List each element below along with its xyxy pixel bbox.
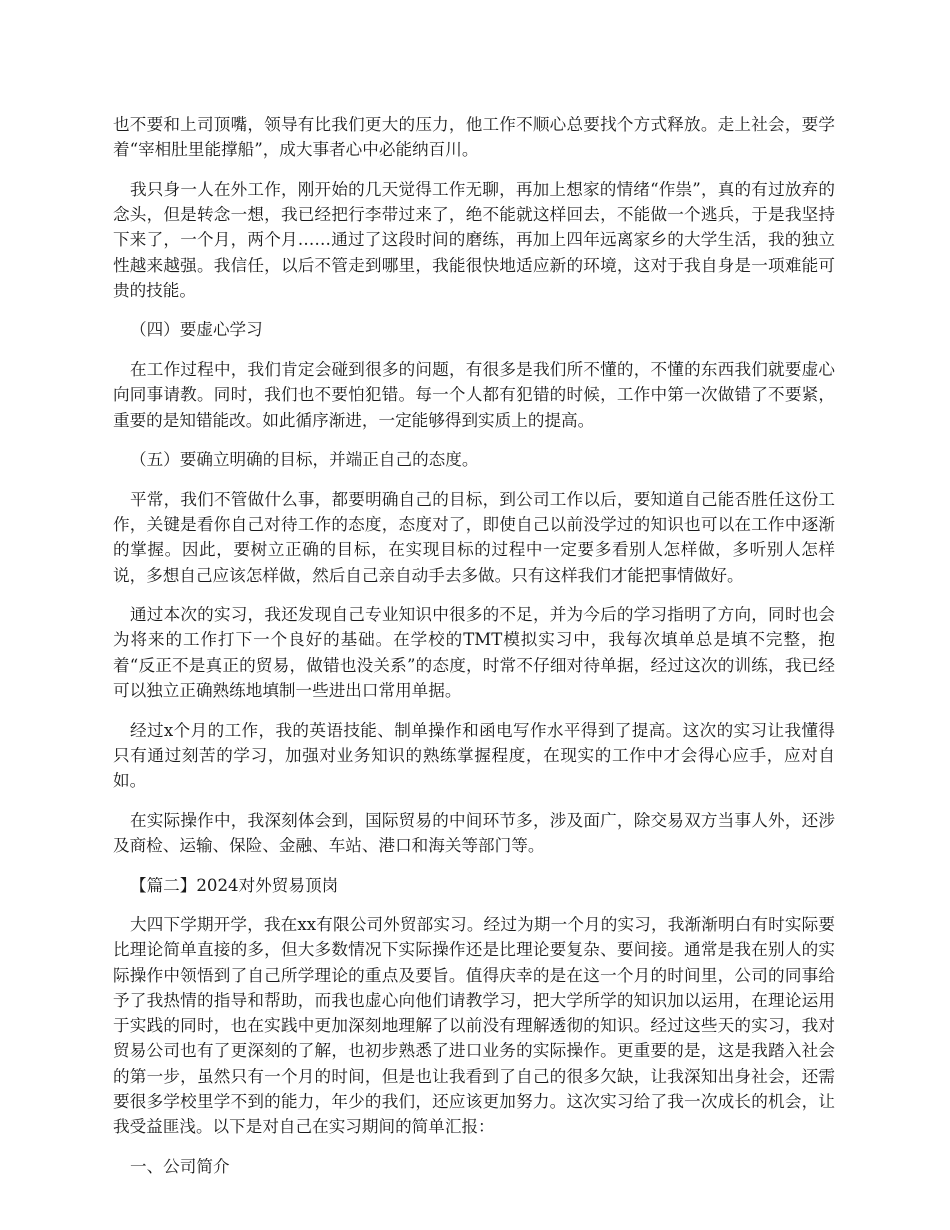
paragraph-tmt-practice: 通过本次的实习，我还发现自己专业知识中很多的不足，并为今后的学习指明了方向，同时也会为将来的工作打下一个良好的基础。在学校的TMT模拟实习中，我每次填单总是填不完整，抱着“反正不是真正的贸易，做错也没关系”的态度，时常不仔细对待单据，经过这次的训练，我已经可以独立正确熟练地填制一些进出口常用单据。 xyxy=(113,605,835,700)
paragraph-continuation: 也不要和上司顶嘴，领导有比我们更大的压力，他工作不顺心总要找个方式释放。走上社会，要学着“宰相肚里能撑船”，成大事者心中必能纳百川。 xyxy=(113,115,835,160)
section-heading-clear-goals: （五）要确立明确的目标，并端正自己的态度。 xyxy=(130,450,479,470)
section-heading-company-intro: 一、公司简介 xyxy=(130,1156,230,1176)
section-heading-humble-learning: （四）要虚心学习 xyxy=(130,320,263,340)
paragraph-internship-summary: 大四下学期开学，我在xx有限公司外贸部实习。经过为期一个月的实习，我渐渐明白有时实际要比理论简单直接的多，但大多数情况下实际操作还是比理论要复杂、要间接。通常是我在别人的实际操作中领悟到了自己所学理论的重点及要旨。值得庆幸的是在这一个月的时间里，公司的同事给予了我热情的指导和帮助，而我也虚心向他们请教学习，把大学所学的知识加以运用，在理论运用于实践的同时，也在实践中更加深刻地理解了以前没有理解透彻的知识。经过这些天的实习，我对贸易公司也有了更深刻的了解，也初步熟悉了进口业务的实际操作。更重要的是，这是我踏入社会的第一步，虽然只有一个月的时间，但是也让我看到了自己的很多欠缺，让我深知出身社会，还需要很多学校里学不到的能力，年少的我们，还应该更加努力。这次实习给了我一次成长的机会，让我受益匪浅。以下是对自己在实习期间的简单汇报： xyxy=(113,915,835,1136)
paragraph-attitude: 平常，我们不管做什么事，都要明确自己的目标，到公司工作以后，要知道自己能否胜任这份工作，关键是看你自己对待工作的态度，态度对了，即使自己以前没学过的知识也可以在工作中逐渐的掌握。因此，要树立正确的目标，在实现目标的过程中一定要多看别人怎样做，多听别人怎样说，多想自己应该怎样做，然后自己亲自动手去多做。只有这样我们才能把事情做好。 xyxy=(113,489,835,585)
paragraph-ask-colleagues: 在工作过程中，我们肯定会碰到很多的问题，有很多是我们所不懂的，不懂的东西我们就要虚心向同事请教。同时，我们也不要怕犯错。每一个人都有犯错的时候，工作中第一次做错了不要紧，重要的是知错能改。如此循序渐进，一定能够得到实质上的提高。 xyxy=(113,360,835,430)
paragraph-independence: 我只身一人在外工作，刚开始的几天觉得工作无聊，再加上想家的情绪“作祟”，真的有过放弃的念头，但是转念一想，我已经把行李带过来了，绝不能就这样回去，不能做一个逃兵，于是我坚持下来了，一个月，两个月……通过了这段时间的磨练，再加上四年远离家乡的大学生活，我的独立性越来越强。我信任，以后不管走到哪里，我能很快地适应新的环境，这对于我自身是一项难能可贵的技能。 xyxy=(113,179,835,300)
paragraph-trade-links: 在实际操作中，我深刻体会到，国际贸易的中间环节多，涉及面广，除交易双方当事人外，还涉及商检、运输、保险、金融、车站、港口和海关等部门等。 xyxy=(113,810,835,855)
paragraph-skills-improved: 经过x个月的工作，我的英语技能、制单操作和函电写作水平得到了提高。这次的实习让我懂得只有通过刻苦的学习，加强对业务知识的熟练掌握程度，在现实的工作中才会得心应手，应对自如。 xyxy=(113,720,835,790)
chapter-heading-part-two: 【篇二】2024对外贸易顶岗 xyxy=(130,875,339,895)
